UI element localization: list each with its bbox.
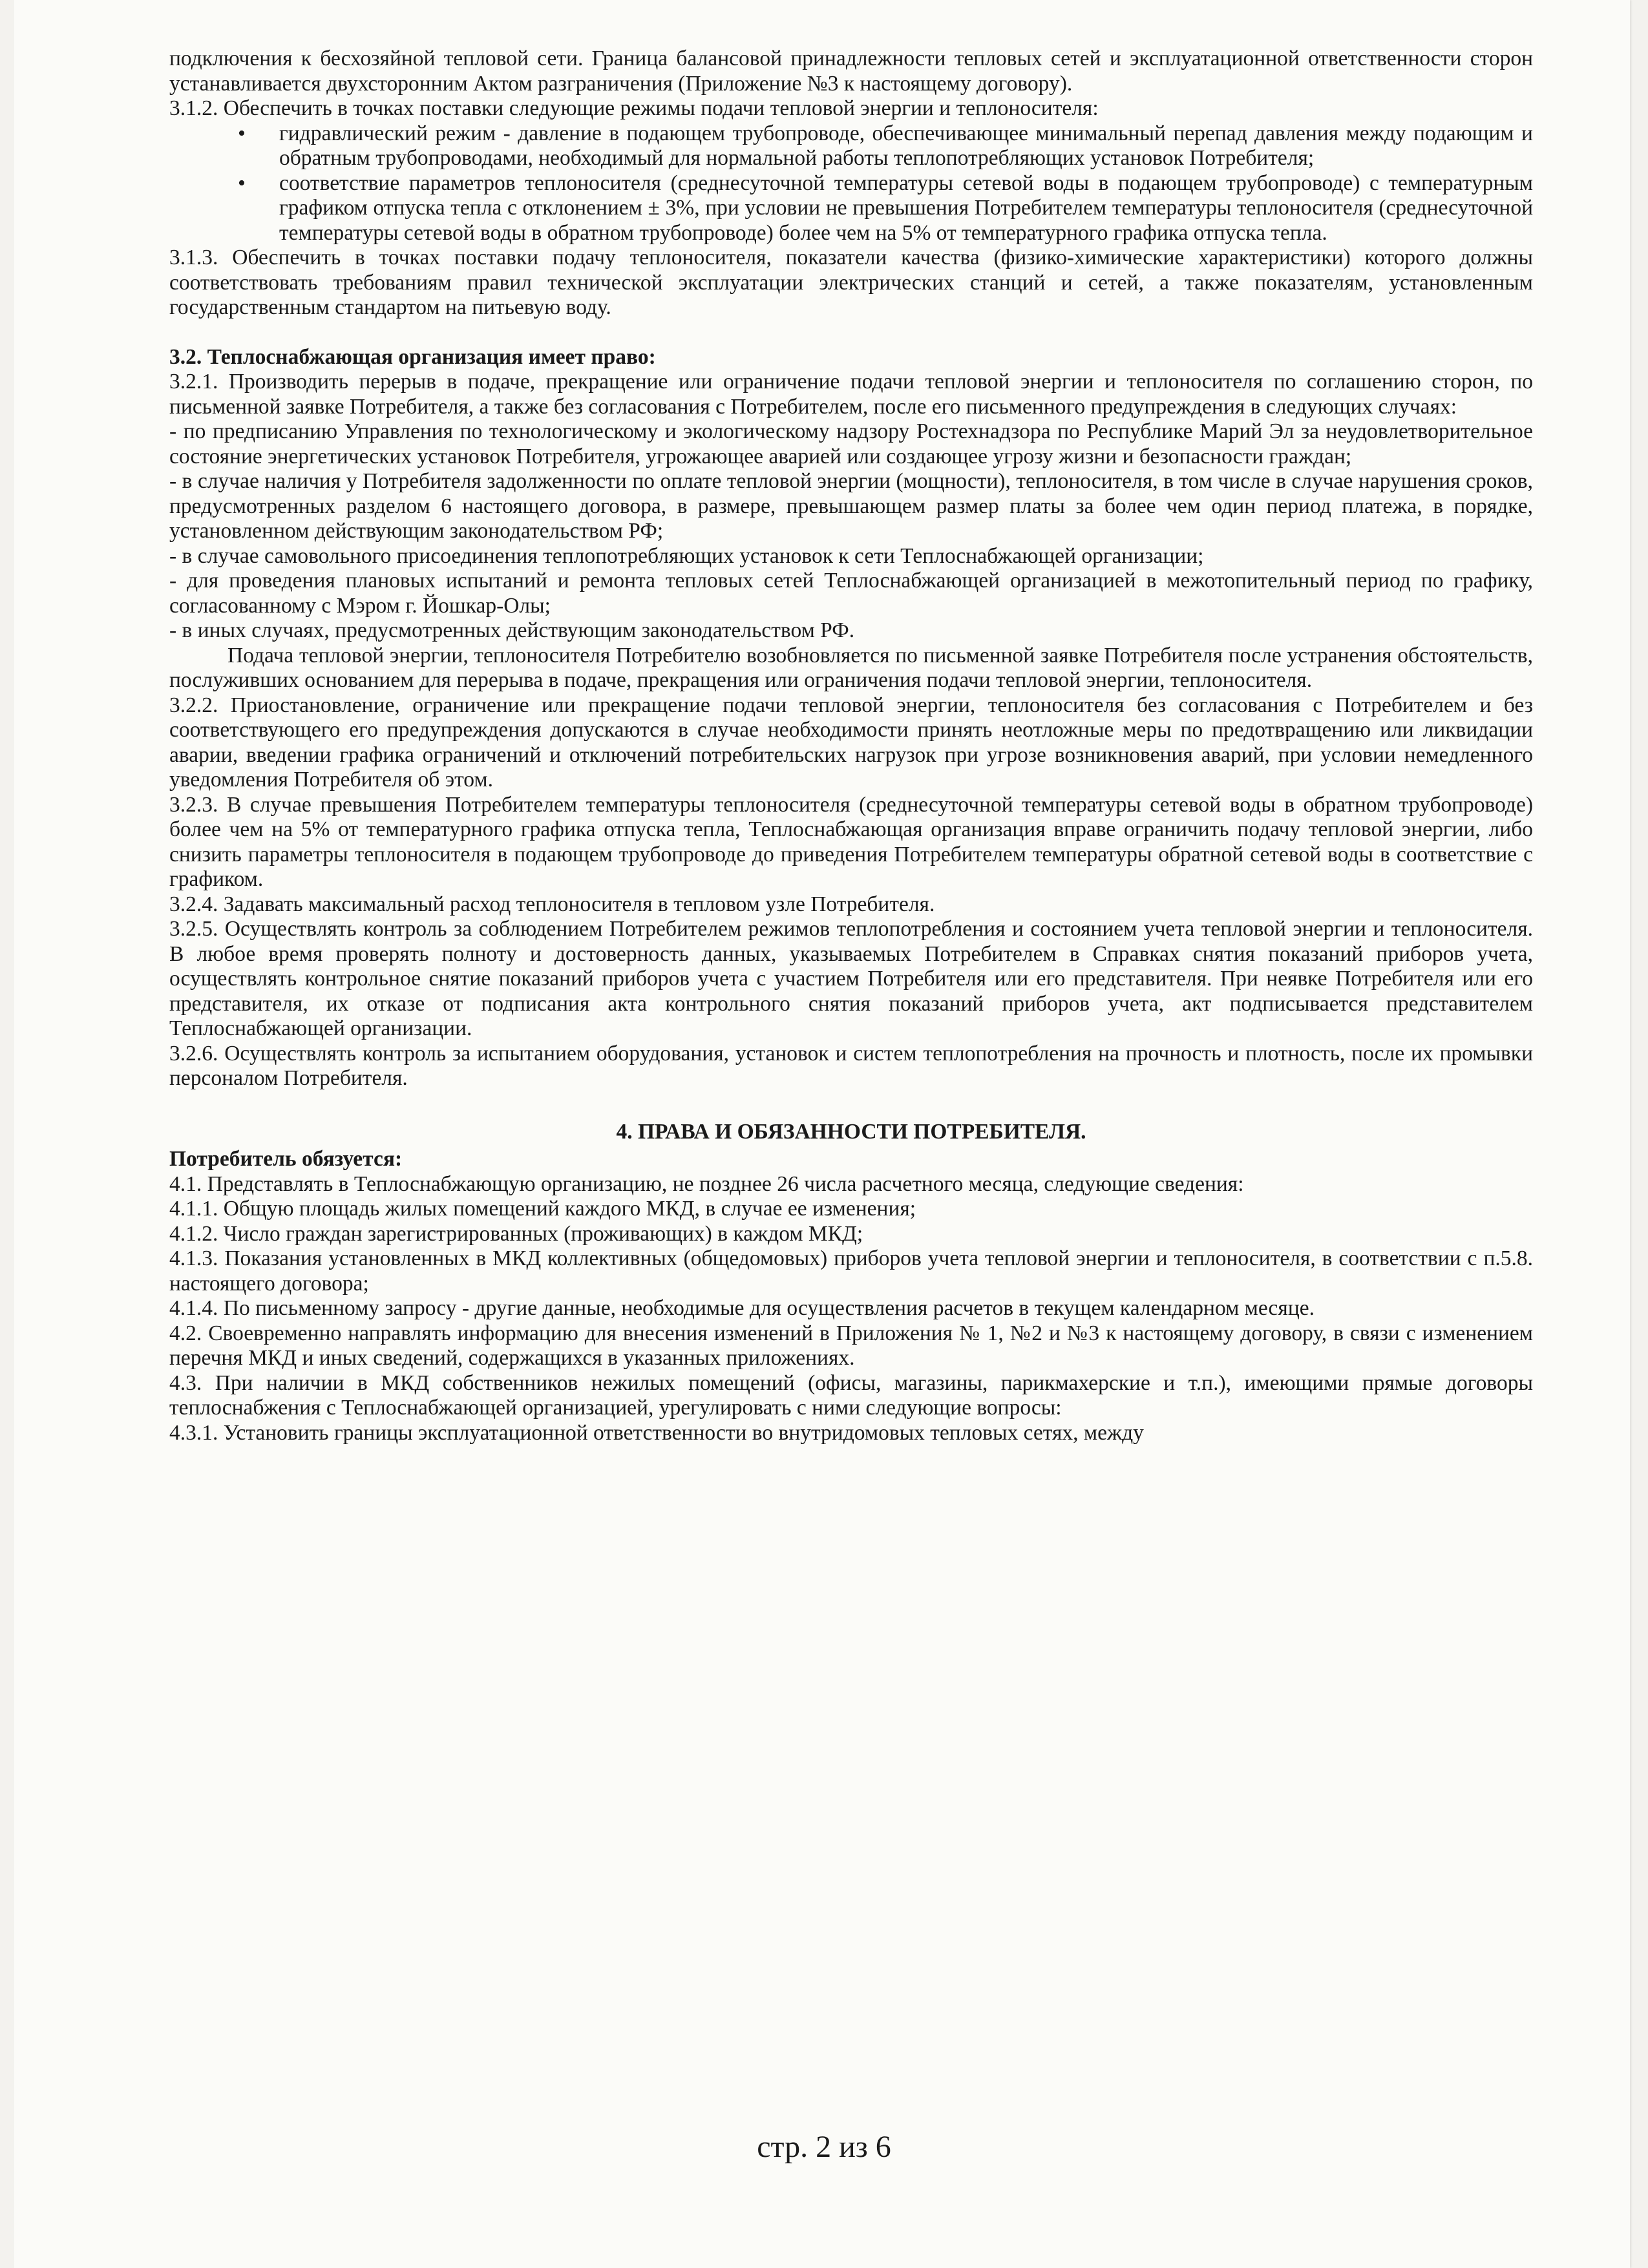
- dash-item-2: - в случае наличия у Потребителя задолженности по оплате тепловой энергии (мощности), теплоносителя, в том числе в случае нарушения сроков, предусмотренных разделом 6 настоящего договора, в размере, превышающем размер платы за более чем один период платежа, в порядке, установленном действующим законодательством РФ;: [169, 469, 1533, 543]
- document-body: [169, 47, 1533, 1445]
- bullet-item-temperature: • соответствие параметров теплоносителя (среднесуточной температуры сетевой воды в подающем трубопроводе) с температурным графиком отпуска тепла с отклонением ± 3%, при условии не превышения Потребителем температуры теплоносителя (среднесуточной температуры сетевой воды в обратном трубопроводе) более чем на 5% от температурного графика отпуска тепла.: [169, 171, 1533, 246]
- spacer: [169, 1091, 1533, 1116]
- clause-4-2: 4.2. Своевременно направлять информацию для внесения изменений в Приложения № 1, №2 и №3 к настоящему договору, в связи с изменением перечня МКД и иных сведений, содержащихся в указанных приложениях.: [169, 1321, 1533, 1370]
- paragraph-resume-supply: Подача тепловой энергии, теплоносителя Потребителю возобновляется по письменной заявке Потребителя после устранения обстоятельств, послуживших основанием для перерыва в подаче, прекращения или ограничения подачи тепловой энергии, теплоносителя.: [169, 643, 1533, 692]
- paragraph-continuation: подключения к бесхозяйной тепловой сети. Граница балансовой принадлежности тепловых сетей и эксплуатационной ответственности сторон устанавливается двухсторонним Актом разграничения (Приложение №3 к настоящему договору).: [169, 47, 1533, 96]
- clause-4-1-2: 4.1.2. Число граждан зарегистрированных (проживающих) в каждом МКД;: [169, 1221, 863, 1246]
- clause-4-1-3: 4.1.3. Показания установленных в МКД коллективных (общедомовых) приборов учета тепловой энергии и теплоносителя, в соответствии с п.5.8. настоящего договора;: [169, 1246, 1533, 1296]
- clause-3-2-1: 3.2.1. Производить перерыв в подаче, прекращение или ограничение подачи тепловой энергии и теплоносителя по соглашению сторон, по письменной заявке Потребителя, а также без согласования с Потребителем, после его письменного предупреждения в следующих случаях:: [169, 370, 1533, 419]
- clause-3-2-3: 3.2.3. В случае превышения Потребителем температуры теплоносителя (среднесуточной температуры сетевой воды в обратном трубопроводе) более чем на 5% от температурного графика отпуска тепла, Теплоснабжающая организация вправе ограничить подачу тепловой энергии, либо снизить параметры теплоносителя в подающем трубопроводе до приведения Потребителем температуры обратной сетевой воды в соответствие с графиком.: [169, 792, 1533, 891]
- clause-4-3-1: 4.3.1. Установить границы эксплуатационной ответственности во внутридомовых тепловых сетях, между: [169, 1420, 1144, 1445]
- clause-3-1-3: 3.1.3. Обеспечить в точках поставки подачу теплоносителя, показатели качества (физико-химические характеристики) которого должны соответствовать требованиям правил технической эксплуатации электрических станций и сетей, а также показателям, установленным государственным стандартом на питьевую воду.: [169, 246, 1533, 319]
- clause-3-2-6: 3.2.6. Осуществлять контроль за испытанием оборудования, установок и систем теплопотребления на прочность и плотность, после их промывки персоналом Потребителя.: [169, 1041, 1533, 1090]
- spacer: [169, 320, 1533, 345]
- page-number: стр. 2 из 6: [757, 2130, 891, 2164]
- heading-3-2: 3.2. Теплоснабжающая организация имеет право:: [169, 344, 656, 369]
- dash-item-1: - по предписанию Управления по технологическому и экологическому надзору Ростехнадзора по Республике Марий Эл за неудовлетворительное состояние энергетических установок Потребителя, угрожающее аварией или создающее угрозу жизни и безопасности граждан;: [169, 419, 1533, 468]
- clause-4-3: 4.3. При наличии в МКД собственников нежилых помещений (офисы, магазины, парикмахерские и т.п.), имеющими прямые договоры теплоснабжения с Теплоснабжающей организацией, урегулировать с ними следующие вопросы:: [169, 1370, 1533, 1420]
- clause-3-2-5: 3.2.5. Осуществлять контроль за соблюдением Потребителем режимов теплопотребления и состоянием учета тепловой энергии и теплоносителя. В любое время проверять полноту и достоверность данных, указываемых Потребителем в Справках снятия показаний приборов учета, осуществлять контрольное снятие показаний приборов учета с участием Потребителя или его представителя. При неявке Потребителя или его представителя, их отказе от подписания акта контрольного снятия показаний приборов учета, акт подписывается представителем Теплоснабжающей организации.: [169, 917, 1533, 1040]
- document-page: [14, 0, 1630, 2268]
- clause-4-1-4: 4.1.4. По письменному запросу - другие данные, необходимые для осуществления расчетов в текущем календарном месяце.: [169, 1296, 1315, 1320]
- bullet-item-hydraulic: • гидравлический режим - давление в подающем трубопроводе, обеспечивающее минимальный перепад давления между подающим и обратным трубопроводами, необходимый для нормальной работы теплопотребляющих установок Потребителя;: [169, 121, 1533, 171]
- dash-item-3: - в случае самовольного присоединения теплопотребляющих установок к сети Теплоснабжающей организации;: [169, 543, 1204, 568]
- clause-4-1-1: 4.1.1. Общую площадь жилых помещений каждого МКД, в случае ее изменения;: [169, 1197, 916, 1221]
- dash-item-5: - в иных случаях, предусмотренных действующим законодательством РФ.: [169, 618, 855, 642]
- heading-consumer-obligations: Потребитель обязуется:: [169, 1147, 403, 1171]
- clause-3-2-2: 3.2.2. Приостановление, ограничение или прекращение подачи тепловой энергии, теплоносителя без согласования с Потребителем и без соответствующего его предупреждения допускаются в случае необходимости принять неотложные меры по предотвращению или ликвидации аварии, введении графика ограничений и отключений потребительских нагрузок при угрозе возникновения аварий, при условии немедленного уведомления Потребителя об этом.: [169, 693, 1533, 792]
- section-4-title: 4. ПРАВА И ОБЯЗАННОСТИ ПОТРЕБИТЕЛЯ.: [616, 1119, 1086, 1144]
- dash-item-4: - для проведения плановых испытаний и ремонта тепловых сетей Теплоснабжающей организацией в межотопительный период по графику, согласованному с Мэром г. Йошкар-Олы;: [169, 569, 1533, 618]
- clause-3-1-2: 3.1.2. Обеспечить в точках поставки следующие режимы подачи тепловой энергии и теплоносителя:: [169, 96, 1099, 120]
- clause-3-2-4: 3.2.4. Задавать максимальный расход теплоносителя в тепловом узле Потребителя.: [169, 892, 935, 916]
- clause-4-1: 4.1. Представлять в Теплоснабжающую организацию, не позднее 26 числа расчетного месяца, следующие сведения:: [169, 1171, 1244, 1196]
- bullet-list: [169, 121, 1533, 246]
